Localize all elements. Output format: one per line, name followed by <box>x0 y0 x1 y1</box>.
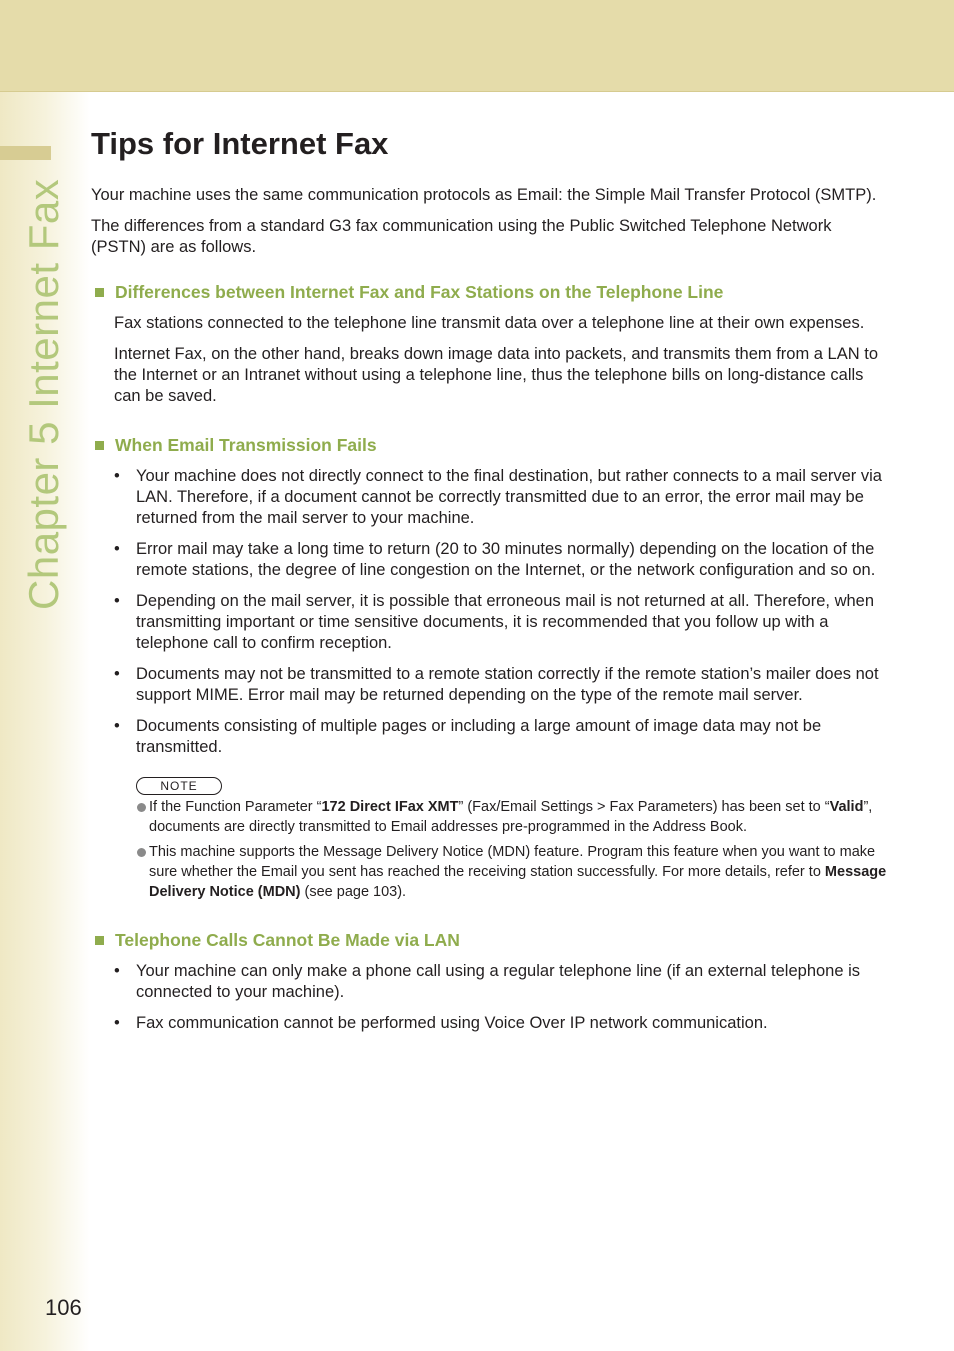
section-heading-differences <box>91 282 891 303</box>
section-heading-text: Differences between Internet Fax and Fax Stations on the Telephone Line <box>115 282 724 302</box>
bullet-dot: • <box>114 717 120 735</box>
note-block <box>91 776 891 902</box>
note-bullet-icon <box>137 803 146 812</box>
bullet-dot: • <box>114 467 120 485</box>
chapter-tab-marker <box>0 146 51 160</box>
note-badge: NOTE <box>136 777 222 795</box>
note-text: ” (Fax/Email Settings > Fax Parameters) has been set to “ <box>458 799 830 815</box>
list-item-text: Your machine does not directly connect to the final destination, but rather connects to a mail server via LAN. Therefore, if a document cannot be correctly transmitted due to an error, the error mail may be returned from the mail server to your machine. <box>136 467 882 527</box>
list-item <box>114 664 891 706</box>
square-bullet-icon <box>95 936 104 945</box>
page-title: Tips for Internet Fax <box>91 126 389 161</box>
note-text: (see page 103). <box>300 884 407 900</box>
note-text: ”, documents are directly transmitted to Email addresses pre-programmed in the Address Book. <box>149 799 873 835</box>
list-item-text: Fax communication cannot be performed using Voice Over IP network communication. <box>136 1014 768 1032</box>
section-heading-text: When Email Transmission Fails <box>115 435 377 455</box>
note-item <box>136 842 891 902</box>
section-body-differences <box>91 313 891 407</box>
body-paragraph: Internet Fax, on the other hand, breaks down image data into packets, and transmits them from a LAN to the Internet or an Intranet without using a telephone line, thus the telephone bills on long-distance calls can be saved. <box>114 345 878 405</box>
note-bold-text: Valid <box>829 799 864 815</box>
bullet-dot: • <box>114 665 120 683</box>
page-number: 106 <box>45 1295 82 1320</box>
list-item-text: Documents may not be transmitted to a remote station correctly if the remote station’s mailer does not support MIME. Error mail may be returned depending on the type of the remote mail server. <box>136 665 879 704</box>
list-item <box>114 539 891 581</box>
list-item <box>114 466 891 529</box>
section-heading-telephone-calls <box>91 930 891 951</box>
bullet-list-email-fails <box>91 466 891 758</box>
main-content <box>91 185 891 1044</box>
note-bold-text: 172 Direct IFax XMT <box>321 799 459 815</box>
section-heading-email-fails <box>91 435 891 456</box>
square-bullet-icon <box>95 441 104 450</box>
bullet-dot: • <box>114 962 120 980</box>
body-paragraph: Fax stations connected to the telephone line transmit data over a telephone line at their own expenses. <box>114 314 865 332</box>
intro-paragraph: Your machine uses the same communication protocols as Email: the Simple Mail Transfer Protocol (SMTP). <box>91 186 877 204</box>
list-item-text: Your machine can only make a phone call using a regular telephone line (if an external telephone is connected to your machine). <box>136 962 861 1001</box>
bullet-dot: • <box>114 592 120 610</box>
list-item-text: Documents consisting of multiple pages or including a large amount of image data may not be transmitted. <box>136 717 822 756</box>
list-item-text: Error mail may take a long time to return (20 to 30 minutes normally) depending on the location of the remote stations, the degree of line congestion on the Internet, or the network configuration and so on. <box>136 540 876 579</box>
intro-paragraph: The differences from a standard G3 fax communication using the Public Switched Telephone Network (PSTN) are as follows. <box>91 217 832 256</box>
bullet-dot: • <box>114 1014 120 1032</box>
list-item-text: Depending on the mail server, it is possible that erroneous mail is not returned at all. Therefore, when transmitting important or time sensitive documents, it is recommended that you follow up with a telephone call to confirm reception. <box>136 592 875 652</box>
bullet-list-telephone-calls <box>91 961 891 1034</box>
note-item <box>136 797 891 837</box>
chapter-label: Chapter 5 Internet Fax <box>20 178 67 610</box>
list-item <box>114 716 891 758</box>
list-item <box>114 961 891 1003</box>
bullet-dot: • <box>114 540 120 558</box>
note-text: If the Function Parameter “ <box>149 799 322 815</box>
list-item <box>114 1013 891 1034</box>
square-bullet-icon <box>95 288 104 297</box>
header-band <box>0 0 954 92</box>
section-heading-text: Telephone Calls Cannot Be Made via LAN <box>115 930 460 950</box>
list-item <box>114 591 891 654</box>
note-bold-text: Message Delivery Notice (MDN) <box>149 864 887 900</box>
note-bullet-icon <box>137 848 146 857</box>
note-text: This machine supports the Message Delivery Notice (MDN) feature. Program this feature when you want to make sure whether the Email you sent has reached the receiving station successfully. For more details, refer to <box>149 844 876 880</box>
